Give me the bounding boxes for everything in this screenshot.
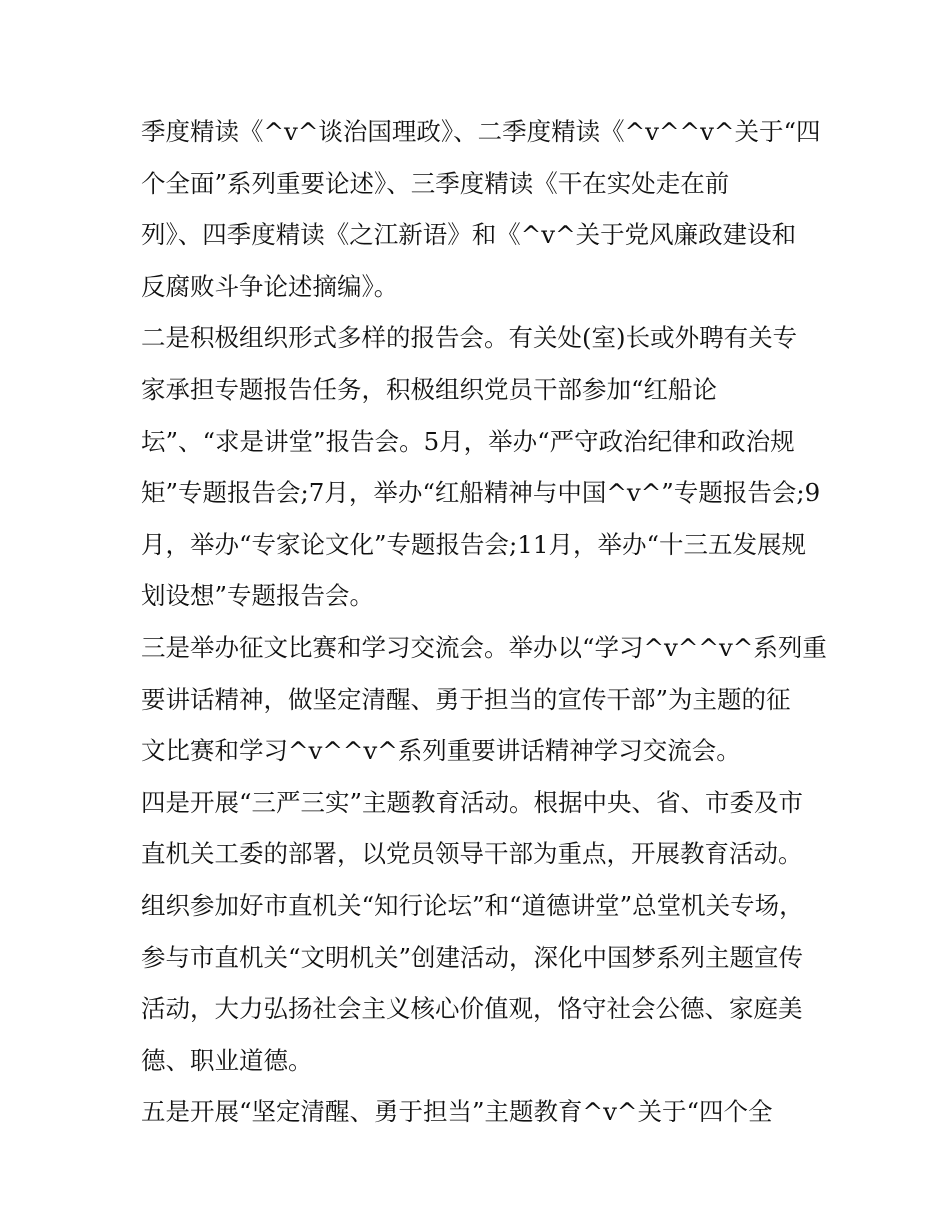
text-line: 德、职业道德。 [141,1045,313,1075]
text-line: 个全面”系列重要论述》、三季度精读《干在实处走在前 [141,168,730,198]
text-line: 家承担专题报告任务，积极组织党员干部参加“红船论 [141,374,718,404]
text-line: 要讲话精神，做坚定清醒、勇于担当的宣传干部”为主题的征 [141,684,791,714]
text-line: 月，举办“专家论文化”专题报告会;11月，举办“十三五发展规 [141,529,807,559]
text-line: 活动，大力弘扬社会主义核心价值观，恪守社会公德、家庭美 [141,994,803,1024]
text-line: 反腐败斗争论述摘编》。 [141,271,399,301]
text-line: 直机关工委的部署，以党员领导干部为重点，开展教育活动。 [141,839,803,869]
text-line: 文比赛和学习^v^^v^系列重要讲话精神学习交流会。 [141,736,741,766]
text-line: 季度精读《^v^谈治国理政》、二季度精读《^v^^v^关于“四 [141,117,821,146]
text-line: 参与市直机关“文明机关”创建活动，深化中国梦系列主题宣传 [141,942,804,972]
text-line: 组织参加好市直机关“知行论坛”和“道德讲堂”总堂机关专场， [141,890,804,920]
text-line: 二是积极组织形式多样的报告会。有关处(室)长或外聘有关专 [141,323,798,353]
text-line: 坛”、“求是讲堂”报告会。5月，举办“严守政治纪律和政治规 [141,426,795,456]
text-line: 划设想”专题报告会。 [141,581,375,611]
text-line: 矩”专题报告会;7月，举办“红船精神与中国^v^”专题报告会;9 [141,478,821,508]
text-line: 四是开展“三严三实”主题教育活动。根据中央、省、市委及市 [141,787,804,817]
text-line: 三是举办征文比赛和学习交流会。举办以“学习^v^^v^系列重 [141,632,827,662]
text-line: 列》、四季度精读《之江新语》和《^v^关于党风廉政建设和 [141,220,797,250]
text-line: 五是开展“坚定清醒、勇于担当”主题教育^v^关于“四个全 [141,1097,773,1127]
document-body [141,106,831,1138]
